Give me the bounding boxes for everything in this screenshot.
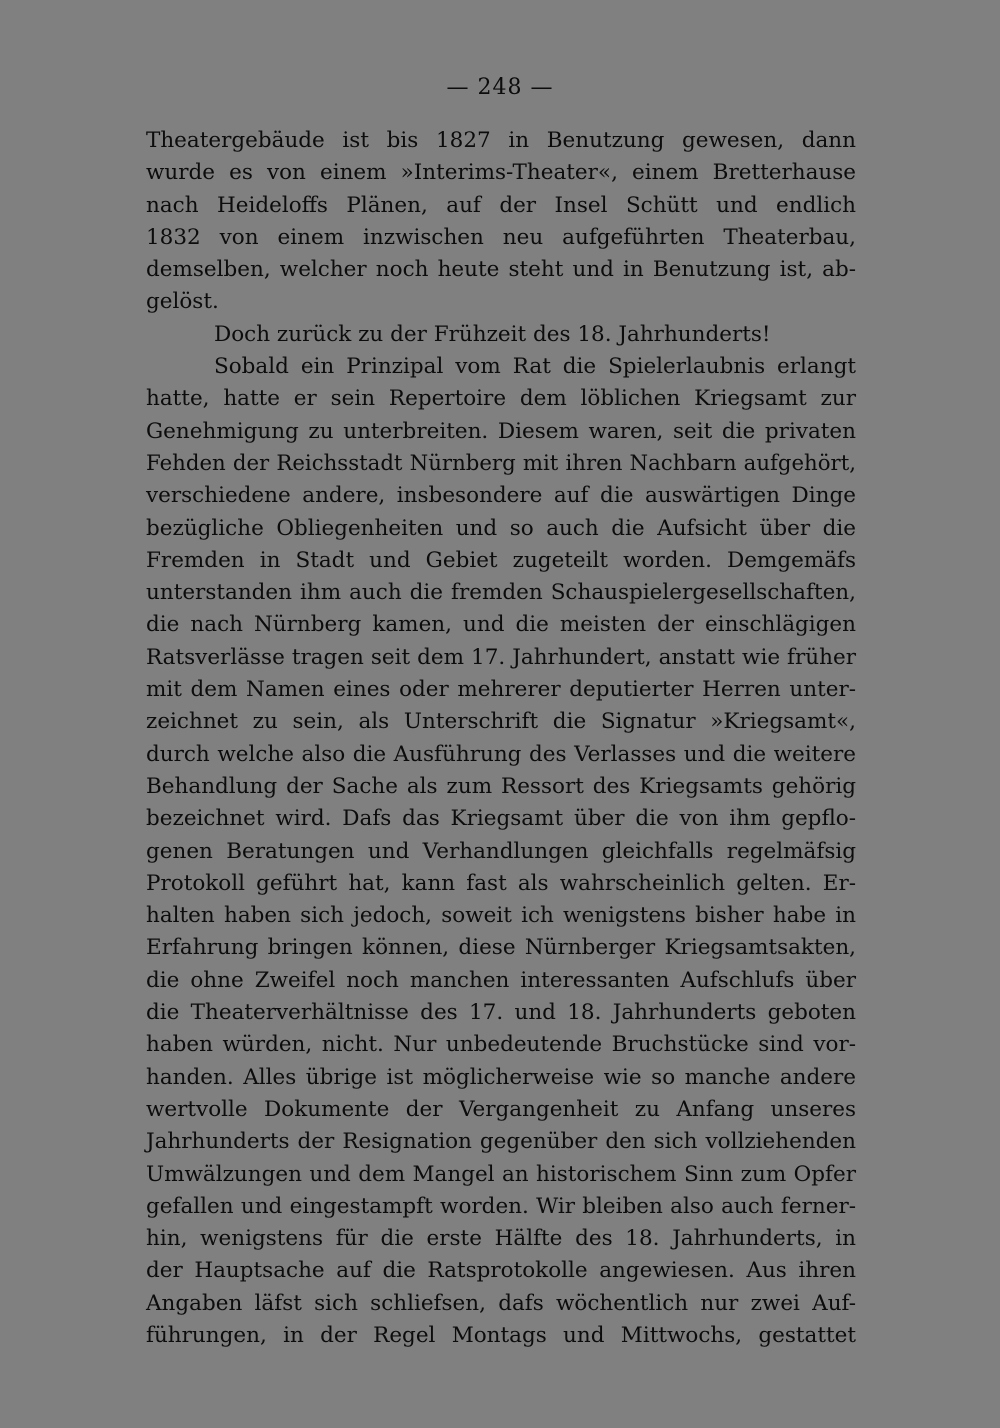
text-line: Protokoll geführt hat, kann fast als wahrscheinlich gelten. Er-	[146, 870, 856, 896]
text-line: Fehden der Reichsstadt Nürnberg mit ihren Nachbarn aufgehört,	[146, 450, 856, 476]
text-line: 1832 von einem inzwischen neu aufgeführten Theaterbau,	[146, 224, 856, 250]
text-line: zeichnet zu sein, als Unterschrift die Signatur »Kriegsamt«,	[146, 709, 856, 735]
text-line: genen Beratungen und Verhandlungen gleichfalls regelmäfsig	[146, 838, 856, 864]
text-line: gefallen und eingestampft worden. Wir bleiben also auch ferner-	[146, 1193, 856, 1219]
text-line: führungen, in der Regel Montags und Mittwochs, gestattet	[146, 1322, 856, 1348]
text-line: bezeichnet wird. Dafs das Kriegsamt über die von ihm gepflo-	[146, 806, 856, 832]
text-line: der Hauptsache auf die Ratsprotokolle angewiesen. Aus ihren	[146, 1258, 856, 1284]
text-line: Theatergebäude ist bis 1827 in Benutzung gewesen, dann	[146, 128, 856, 153]
page-number: — 248 —	[446, 75, 554, 100]
text-line: handen. Alles übrige ist möglicherweise wie so manche andere	[146, 1064, 856, 1090]
text-line: wurde es von einem »Interims-Theater«, einem Bretterhause	[146, 160, 856, 186]
text-line: Genehmigung zu unterbreiten. Diesem waren, seit die privaten	[146, 418, 856, 444]
text-line: bezügliche Obliegenheiten und so auch die Aufsicht über die	[146, 515, 856, 541]
text-line: wertvolle Dokumente der Vergangenheit zu Anfang unseres	[146, 1096, 856, 1122]
text-line: gelöst.	[146, 289, 219, 315]
text-line: nach Heideloffs Plänen, auf der Insel Schütt und endlich	[146, 192, 856, 218]
text-line: Umwälzungen und dem Mangel an historischem Sinn zum Opfer	[146, 1161, 856, 1187]
body-text	[146, 125, 856, 1352]
text-line: hin, wenigstens für die erste Hälfte des 18. Jahrhunderts, in	[146, 1226, 856, 1252]
text-line: Doch zurück zu der Frühzeit des 18. Jahrhunderts!	[214, 321, 771, 347]
text-line: halten haben sich jedoch, soweit ich wenigstens bisher habe in	[146, 903, 856, 929]
text-line: Behandlung der Sache als zum Ressort des Kriegsamts gehörig	[146, 773, 856, 799]
text-line: verschiedene andere, insbesondere auf die auswärtigen Dinge	[146, 483, 856, 509]
text-line: die nach Nürnberg kamen, und die meisten der einschlägigen	[146, 612, 856, 638]
text-line: Erfahrung bringen können, diese Nürnberger Kriegsamtsakten,	[146, 935, 856, 961]
text-line: hatte, hatte er sein Repertoire dem löblichen Kriegsamt zur	[146, 386, 856, 412]
text-line: die ohne Zweifel noch manchen interessanten Aufschlufs über	[146, 967, 856, 993]
text-line: haben würden, nicht. Nur unbedeutende Bruchstücke sind vor-	[146, 1032, 856, 1058]
text-line: durch welche also die Ausführung des Verlasses und die weitere	[146, 741, 856, 767]
text-line: mit dem Namen eines oder mehrerer deputierter Herren unter-	[146, 677, 856, 703]
text-line: Ratsverlässe tragen seit dem 17. Jahrhundert, anstatt wie früher	[146, 644, 856, 670]
text-line: Angaben läfst sich schliefsen, dafs wöchentlich nur zwei Auf-	[146, 1290, 856, 1316]
text-line: unterstanden ihm auch die fremden Schauspielergesellschaften,	[146, 580, 856, 606]
text-line: Sobald ein Prinzipal vom Rat die Spielerlaubnis erlangt	[214, 354, 856, 380]
text-line: die Theaterverhältnisse des 17. und 18. Jahrhunderts geboten	[146, 1000, 856, 1026]
text-line: Jahrhunderts der Resignation gegenüber den sich vollziehenden	[146, 1129, 856, 1155]
text-line: demselben, welcher noch heute steht und in Benutzung ist, ab-	[146, 257, 856, 283]
text-line: Fremden in Stadt und Gebiet zugeteilt worden. Demgemäfs	[146, 547, 856, 573]
